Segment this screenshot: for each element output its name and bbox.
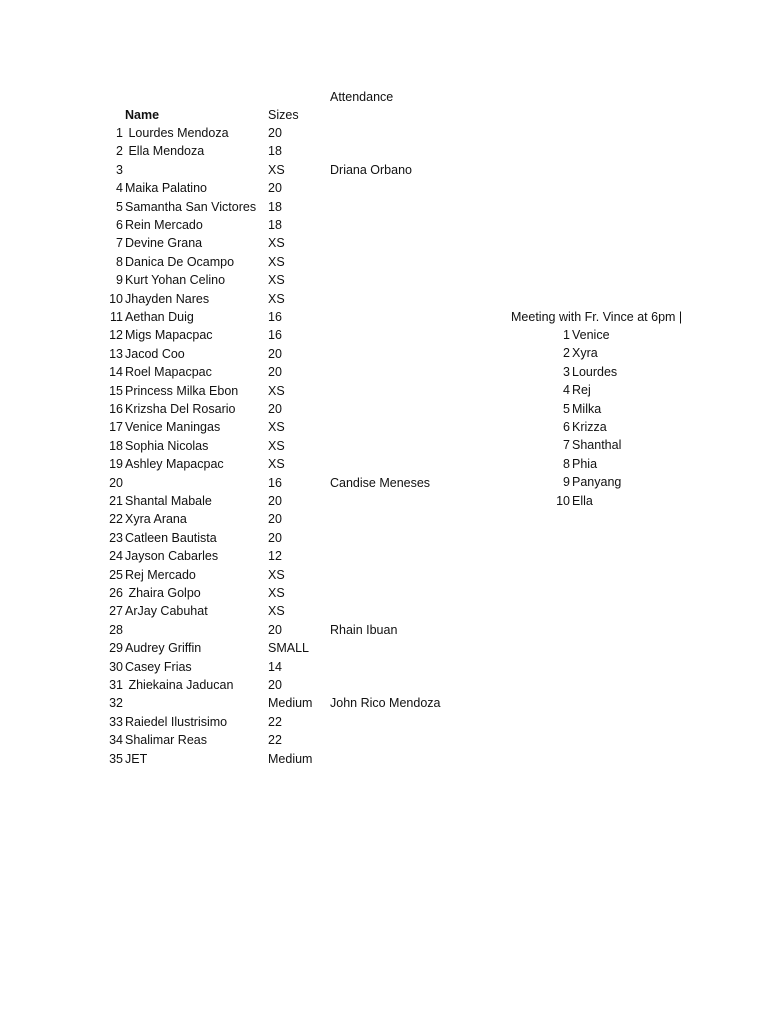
roster-row-size: Medium — [268, 696, 313, 710]
meeting-item-number: 5 — [563, 402, 570, 416]
roster-row-size: 18 — [268, 200, 282, 214]
roster-row-number: 2 — [116, 144, 123, 158]
roster-row-size: XS — [268, 236, 285, 250]
roster-row-size: SMALL — [268, 641, 309, 655]
roster-row-size: 16 — [268, 476, 282, 490]
roster-row-size: XS — [268, 273, 285, 287]
meeting-item-number: 10 — [556, 494, 570, 508]
roster-row-number: 19 — [109, 457, 123, 471]
roster-row-size: 20 — [268, 531, 282, 545]
roster-row-size: 20 — [268, 512, 282, 526]
roster-row-number: 30 — [109, 660, 123, 674]
roster-row-name: Raiedel Ilustrisimo — [125, 715, 228, 729]
roster-row-number: 23 — [109, 531, 123, 545]
meeting-item-name: Xyra — [572, 346, 598, 360]
meeting-item-name: Phia — [572, 457, 598, 471]
roster-row-name: Krizsha Del Rosario — [125, 402, 236, 416]
roster-row-name: Xyra Arana — [125, 512, 187, 526]
roster-row-number: 10 — [109, 292, 123, 306]
roster-row-name: Ella Mendoza — [125, 144, 205, 158]
roster-row-size: XS — [268, 568, 285, 582]
roster-row-number: 17 — [109, 420, 123, 434]
roster-row-number: 27 — [109, 604, 123, 618]
roster-row-number: 16 — [109, 402, 123, 416]
roster-row-size: XS — [268, 420, 285, 434]
roster-row-name: Samantha San Victores — [125, 200, 257, 214]
roster-row-number: 31 — [109, 678, 123, 692]
roster-row-name: Rein Mercado — [125, 218, 203, 232]
roster-row-name: Catleen Bautista — [125, 531, 217, 545]
roster-row-number: 4 — [116, 181, 123, 195]
roster-row-number: 15 — [109, 384, 123, 398]
roster-row-size: 14 — [268, 660, 282, 674]
roster-row-note: Rhain Ibuan — [330, 623, 398, 637]
roster-row-name: Migs Mapacpac — [125, 328, 213, 342]
roster-row-number: 6 — [116, 218, 123, 232]
roster-row-name: Maika Palatino — [125, 181, 207, 195]
roster-row-name: Princess Milka Ebon — [125, 384, 239, 398]
roster-row-size: XS — [268, 604, 285, 618]
roster-row-size: XS — [268, 384, 285, 398]
roster-row-name: Ashley Mapacpac — [125, 457, 224, 471]
roster-row-name: Audrey Griffin — [125, 641, 202, 655]
roster-row-name: Sophia Nicolas — [125, 439, 209, 453]
roster-row-size: 20 — [268, 678, 282, 692]
roster-row-size: 20 — [268, 623, 282, 637]
meeting-item-number: 2 — [563, 346, 570, 360]
meeting-item-name: Venice — [572, 328, 610, 342]
meeting-item-name: Rej — [572, 383, 591, 397]
roster-row-name: Zhaira Golpo — [125, 586, 201, 600]
roster-row-size: 18 — [268, 218, 282, 232]
roster-row-number: 5 — [116, 200, 123, 214]
meeting-item-name: Shanthal — [572, 438, 622, 452]
roster-row-size: 20 — [268, 365, 282, 379]
name-header: Name — [125, 108, 160, 122]
roster-row-number: 25 — [109, 568, 123, 582]
roster-row-size: XS — [268, 439, 285, 453]
roster-row-size: 20 — [268, 494, 282, 508]
roster-row-number: 12 — [109, 328, 123, 342]
roster-row-number: 9 — [116, 273, 123, 287]
roster-row-size: 22 — [268, 733, 282, 747]
roster-row-name: ArJay Cabuhat — [125, 604, 208, 618]
roster-row-number: 11 — [110, 310, 123, 324]
roster-row-note: John Rico Mendoza — [330, 696, 441, 710]
meeting-item-name: Ella — [572, 494, 593, 508]
roster-row-name: JET — [125, 752, 148, 766]
meeting-item-name: Lourdes — [572, 365, 618, 379]
roster-row-size: 16 — [268, 328, 282, 342]
roster-row-size: XS — [268, 457, 285, 471]
roster-row-number: 14 — [109, 365, 123, 379]
meeting-item-name: Krizza — [572, 420, 607, 434]
roster-row-size: 12 — [268, 549, 282, 563]
roster-row-number: 35 — [109, 752, 123, 766]
roster-row-name: Danica De Ocampo — [125, 255, 235, 269]
roster-row-number: 20 — [109, 476, 123, 490]
roster-row-name: Kurt Yohan Celino — [125, 273, 226, 287]
roster-row-number: 34 — [109, 733, 123, 747]
roster-row-size: 22 — [268, 715, 282, 729]
meeting-item-name: Panyang — [572, 475, 622, 489]
roster-row-note: Candise Meneses — [330, 476, 431, 490]
roster-row-name: Shantal Mabale — [125, 494, 212, 508]
roster-row-size: 20 — [268, 402, 282, 416]
meeting-item-number: 1 — [563, 328, 570, 342]
roster-row-number: 1 — [116, 126, 123, 140]
sizes-header: Sizes — [268, 108, 299, 122]
roster-row-name: Casey Frias — [125, 660, 192, 674]
roster-row-number: 22 — [109, 512, 123, 526]
meeting-item-number: 8 — [563, 457, 570, 471]
roster-row-size: Medium — [268, 752, 313, 766]
roster-row-size: XS — [268, 292, 285, 306]
roster-row-number: 26 — [109, 586, 123, 600]
roster-row-name: Shalimar Reas — [125, 733, 207, 747]
roster-row-size: 20 — [268, 126, 282, 140]
roster-row-size: XS — [268, 255, 285, 269]
roster-row-name: Aethan Duig — [125, 310, 194, 324]
roster-row-size: 16 — [268, 310, 282, 324]
roster-row-number: 28 — [109, 623, 123, 637]
roster-row-size: XS — [268, 163, 285, 177]
roster-row-name: Zhiekaina Jaducan — [125, 678, 234, 692]
roster-row-number: 3 — [116, 163, 123, 177]
roster-row-name: Devine Grana — [125, 236, 203, 250]
roster-row-size: XS — [268, 586, 285, 600]
meeting-item-number: 3 — [563, 365, 570, 379]
roster-row-number: 18 — [109, 439, 123, 453]
roster-row-number: 7 — [116, 236, 123, 250]
meeting-item-number: 9 — [563, 475, 570, 489]
roster-row-number: 24 — [109, 549, 123, 563]
roster-row-size: 20 — [268, 347, 282, 361]
roster-row-number: 21 — [109, 494, 123, 508]
roster-row-number: 13 — [109, 347, 123, 361]
meeting-item-name: Milka — [572, 402, 602, 416]
roster-row-name: Jacod Coo — [125, 347, 185, 361]
roster-row-name: Rej Mercado — [125, 568, 196, 582]
roster-row-name: Venice Maningas — [125, 420, 221, 434]
roster-row-number: 32 — [109, 696, 123, 710]
roster-row-number: 29 — [109, 641, 123, 655]
roster-row-name: Roel Mapacpac — [125, 365, 212, 379]
roster-row-size: 18 — [268, 144, 282, 158]
attendance-title: Attendance — [330, 90, 394, 104]
roster-row-size: 20 — [268, 181, 282, 195]
roster-row-name: Jayson Cabarles — [125, 549, 219, 563]
meeting-item-number: 7 — [563, 438, 570, 452]
meeting-item-number: 4 — [563, 383, 570, 397]
roster-row-number: 33 — [109, 715, 123, 729]
roster-row-name: Jhayden Nares — [125, 292, 210, 306]
meeting-heading: Meeting with Fr. Vince at 6pm | — [511, 310, 683, 324]
roster-row-name: Lourdes Mendoza — [125, 126, 229, 140]
roster-row-number: 8 — [116, 255, 123, 269]
meeting-item-number: 6 — [563, 420, 570, 434]
roster-row-note: Driana Orbano — [330, 163, 412, 177]
